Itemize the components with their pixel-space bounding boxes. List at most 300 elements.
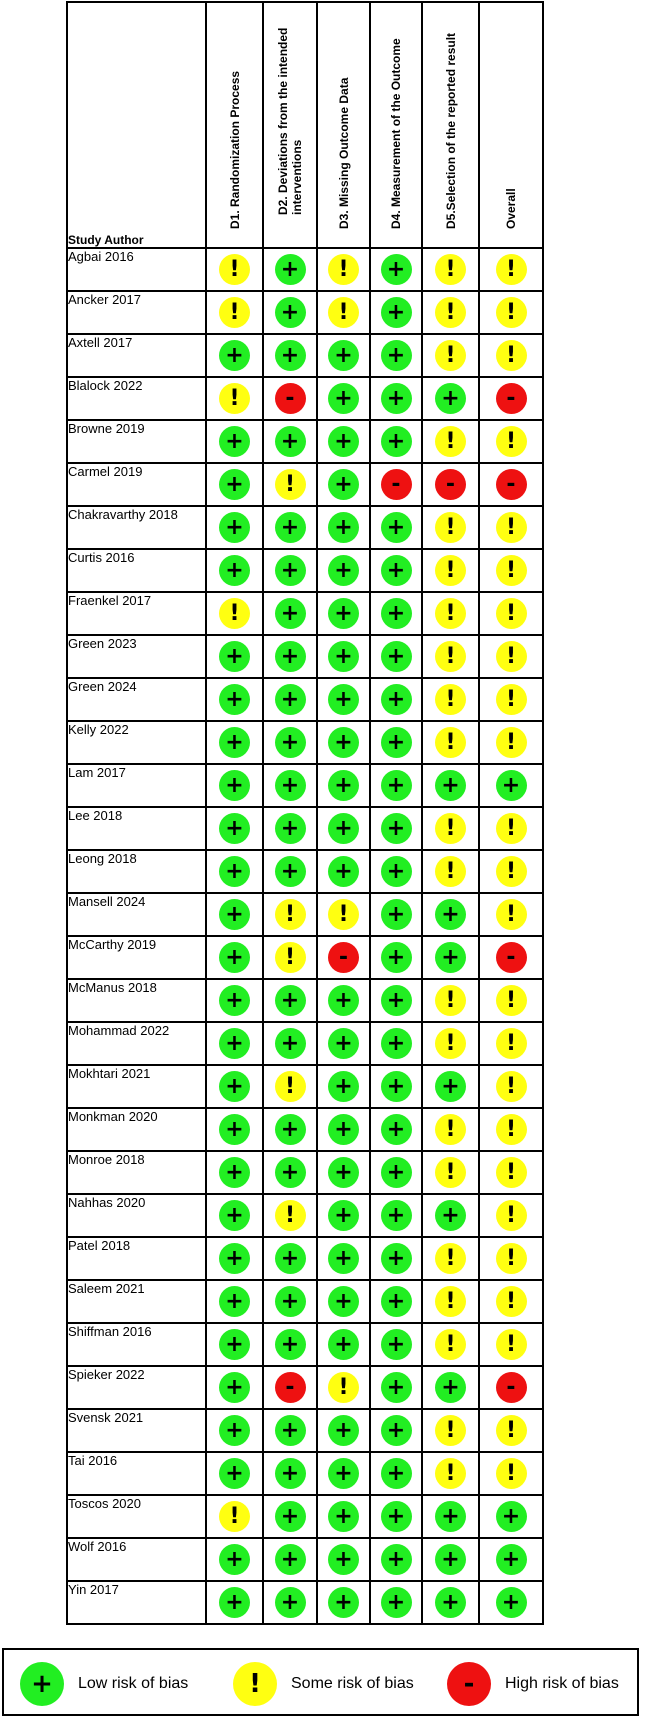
rating-cell xyxy=(263,1495,317,1538)
rating-cell xyxy=(422,1065,479,1108)
domain-header-label: D4. Measurement of the Outcome xyxy=(389,38,403,229)
low-risk-icon: + xyxy=(381,254,412,285)
low-risk-icon: + xyxy=(219,555,250,586)
low-risk-icon: + xyxy=(435,899,466,930)
low-risk-icon: + xyxy=(275,1286,306,1317)
table-row xyxy=(67,1065,543,1108)
table-row xyxy=(67,1409,543,1452)
some-risk-icon: ! xyxy=(496,297,527,328)
rating-cell xyxy=(317,678,370,721)
rating-cell xyxy=(263,1194,317,1237)
rating-cell xyxy=(263,1065,317,1108)
low-risk-icon: + xyxy=(381,727,412,758)
rating-cell xyxy=(422,1495,479,1538)
table-row xyxy=(67,764,543,807)
rating-cell xyxy=(479,678,543,721)
table-row xyxy=(67,334,543,377)
some-risk-icon: ! xyxy=(496,1286,527,1317)
low-risk-icon: + xyxy=(275,426,306,457)
high-risk-icon: - xyxy=(435,469,466,500)
rating-cell xyxy=(206,1323,263,1366)
rating-cell xyxy=(479,334,543,377)
low-risk-icon: + xyxy=(219,469,250,500)
rating-cell xyxy=(206,549,263,592)
rating-cell xyxy=(422,334,479,377)
rating-cell xyxy=(263,1538,317,1581)
rating-cell xyxy=(370,549,422,592)
low-risk-icon: + xyxy=(381,297,412,328)
rating-cell xyxy=(206,1452,263,1495)
some-risk-icon: ! xyxy=(496,598,527,629)
some-risk-icon: ! xyxy=(435,684,466,715)
low-risk-icon: + xyxy=(328,1415,359,1446)
low-risk-icon: + xyxy=(275,555,306,586)
rating-cell xyxy=(206,1065,263,1108)
rating-cell xyxy=(263,1581,317,1624)
rating-cell xyxy=(422,1022,479,1065)
rating-cell xyxy=(206,1108,263,1151)
rating-cell xyxy=(263,721,317,764)
some-risk-icon: ! xyxy=(496,1071,527,1102)
rating-cell xyxy=(370,1022,422,1065)
some-risk-icon: ! xyxy=(275,1200,306,1231)
study-author: Monroe 2018 xyxy=(67,1151,206,1194)
some-risk-icon: ! xyxy=(328,297,359,328)
low-risk-icon: + xyxy=(275,856,306,887)
rating-cell xyxy=(370,1108,422,1151)
low-risk-icon: + xyxy=(328,1587,359,1618)
low-risk-icon: + xyxy=(435,1200,466,1231)
rating-cell xyxy=(263,506,317,549)
some-risk-icon: ! xyxy=(435,1458,466,1489)
table-row xyxy=(67,248,543,291)
rating-cell xyxy=(263,1409,317,1452)
some-risk-icon: ! xyxy=(435,1243,466,1274)
low-risk-icon: + xyxy=(275,684,306,715)
some-risk-icon: ! xyxy=(496,684,527,715)
some-risk-icon: ! xyxy=(496,512,527,543)
rating-cell xyxy=(479,1237,543,1280)
rating-cell xyxy=(317,377,370,420)
low-risk-icon: + xyxy=(328,1200,359,1231)
rating-cell xyxy=(422,936,479,979)
rating-cell xyxy=(317,1280,370,1323)
low-risk-icon: + xyxy=(328,598,359,629)
low-risk-icon: + xyxy=(381,555,412,586)
some-risk-icon: ! xyxy=(496,555,527,586)
low-risk-icon: + xyxy=(435,383,466,414)
some-risk-icon: ! xyxy=(496,1329,527,1360)
study-author: Saleem 2021 xyxy=(67,1280,206,1323)
rating-cell xyxy=(422,721,479,764)
table-row xyxy=(67,377,543,420)
domain-header-d1 xyxy=(206,2,263,248)
table-row xyxy=(67,1022,543,1065)
rating-cell xyxy=(370,1194,422,1237)
some-risk-icon: ! xyxy=(496,899,527,930)
low-risk-icon: + xyxy=(275,297,306,328)
some-risk-icon: ! xyxy=(275,942,306,973)
rating-cell xyxy=(206,248,263,291)
rating-cell xyxy=(206,893,263,936)
table-row xyxy=(67,549,543,592)
low-risk-icon: + xyxy=(275,340,306,371)
some-risk-icon: ! xyxy=(435,727,466,758)
rating-cell xyxy=(370,764,422,807)
table-row xyxy=(67,463,543,506)
table-row xyxy=(67,1280,543,1323)
low-risk-icon: + xyxy=(20,1662,64,1706)
domain-header-label: Overall xyxy=(504,188,518,229)
some-risk-icon: ! xyxy=(435,1286,466,1317)
rating-cell xyxy=(422,1538,479,1581)
rating-cell xyxy=(263,678,317,721)
low-risk-icon: + xyxy=(275,1587,306,1618)
low-risk-icon: + xyxy=(219,899,250,930)
legend-label: High risk of bias xyxy=(505,1675,619,1692)
some-risk-icon: ! xyxy=(435,1415,466,1446)
rating-cell xyxy=(370,1409,422,1452)
low-risk-icon: + xyxy=(381,1286,412,1317)
rating-cell xyxy=(479,377,543,420)
some-risk-icon: ! xyxy=(435,813,466,844)
some-risk-icon: ! xyxy=(275,1071,306,1102)
low-risk-icon: + xyxy=(328,770,359,801)
rating-cell xyxy=(263,291,317,334)
study-author: Agbai 2016 xyxy=(67,248,206,291)
low-risk-icon: + xyxy=(381,641,412,672)
low-risk-icon: + xyxy=(219,813,250,844)
high-risk-icon: - xyxy=(496,469,527,500)
rating-cell xyxy=(206,678,263,721)
rating-cell xyxy=(479,764,543,807)
rating-cell xyxy=(317,979,370,1022)
some-risk-icon: ! xyxy=(275,469,306,500)
domain-header-overall xyxy=(479,2,543,248)
low-risk-icon: + xyxy=(328,555,359,586)
study-author: Curtis 2016 xyxy=(67,549,206,592)
low-risk-icon: + xyxy=(381,1372,412,1403)
low-risk-icon: + xyxy=(219,1157,250,1188)
table-row xyxy=(67,678,543,721)
rating-cell xyxy=(479,807,543,850)
rating-cell xyxy=(317,248,370,291)
rating-cell xyxy=(206,1151,263,1194)
low-risk-icon: + xyxy=(275,813,306,844)
rating-cell xyxy=(370,1237,422,1280)
domain-header-d2 xyxy=(263,2,317,248)
low-risk-icon: + xyxy=(275,1114,306,1145)
low-risk-icon: + xyxy=(328,856,359,887)
some-risk-icon: ! xyxy=(435,512,466,543)
rating-cell xyxy=(370,248,422,291)
rating-cell xyxy=(422,420,479,463)
low-risk-icon: + xyxy=(381,899,412,930)
low-risk-icon: + xyxy=(328,641,359,672)
low-risk-icon: + xyxy=(328,684,359,715)
rating-cell xyxy=(206,291,263,334)
rating-cell xyxy=(263,1323,317,1366)
low-risk-icon: + xyxy=(219,1458,250,1489)
table-row xyxy=(67,1323,543,1366)
some-risk-icon: ! xyxy=(219,297,250,328)
some-risk-icon: ! xyxy=(496,985,527,1016)
low-risk-icon: + xyxy=(328,1243,359,1274)
some-risk-icon: ! xyxy=(496,727,527,758)
table-row xyxy=(67,979,543,1022)
low-risk-icon: + xyxy=(328,512,359,543)
high-risk-icon: - xyxy=(496,383,527,414)
rating-cell xyxy=(317,1581,370,1624)
rating-cell xyxy=(317,721,370,764)
legend-item-low xyxy=(20,1662,188,1706)
rating-cell xyxy=(422,850,479,893)
low-risk-icon: + xyxy=(381,340,412,371)
rating-cell xyxy=(479,506,543,549)
rating-cell xyxy=(317,592,370,635)
domain-header-label: D2. Deviations from the intended interventions xyxy=(276,27,304,215)
low-risk-icon: + xyxy=(381,1028,412,1059)
legend-item-some xyxy=(233,1662,414,1706)
rating-cell xyxy=(370,592,422,635)
rating-cell xyxy=(263,248,317,291)
low-risk-icon: + xyxy=(275,641,306,672)
rating-cell xyxy=(479,1280,543,1323)
rating-cell xyxy=(422,1452,479,1495)
low-risk-icon: + xyxy=(219,1372,250,1403)
study-author: Green 2023 xyxy=(67,635,206,678)
some-risk-icon: ! xyxy=(496,856,527,887)
low-risk-icon: + xyxy=(435,1501,466,1532)
some-risk-icon: ! xyxy=(435,340,466,371)
low-risk-icon: + xyxy=(381,1544,412,1575)
some-risk-icon: ! xyxy=(233,1662,277,1706)
low-risk-icon: + xyxy=(275,1458,306,1489)
rating-cell xyxy=(263,549,317,592)
legend-item-high xyxy=(447,1662,619,1706)
low-risk-icon: + xyxy=(219,1114,250,1145)
table-row xyxy=(67,1538,543,1581)
header-row xyxy=(67,2,543,248)
study-author: Svensk 2021 xyxy=(67,1409,206,1452)
study-author: Wolf 2016 xyxy=(67,1538,206,1581)
low-risk-icon: + xyxy=(219,1329,250,1360)
low-risk-icon: + xyxy=(328,985,359,1016)
rating-cell xyxy=(422,377,479,420)
rating-cell xyxy=(479,1366,543,1409)
some-risk-icon: ! xyxy=(435,254,466,285)
some-risk-icon: ! xyxy=(435,1157,466,1188)
rating-cell xyxy=(263,936,317,979)
rating-cell xyxy=(317,1538,370,1581)
rating-cell xyxy=(317,1237,370,1280)
low-risk-icon: + xyxy=(381,684,412,715)
some-risk-icon: ! xyxy=(496,1458,527,1489)
study-author: Spieker 2022 xyxy=(67,1366,206,1409)
some-risk-icon: ! xyxy=(219,254,250,285)
some-risk-icon: ! xyxy=(496,426,527,457)
low-risk-icon: + xyxy=(435,1587,466,1618)
domain-header-label: D3. Missing Outcome Data xyxy=(336,77,351,229)
legend-label: Low risk of bias xyxy=(78,1675,189,1692)
low-risk-icon: + xyxy=(328,1286,359,1317)
some-risk-icon: ! xyxy=(496,641,527,672)
low-risk-icon: + xyxy=(275,512,306,543)
high-risk-icon: - xyxy=(496,942,527,973)
low-risk-icon: + xyxy=(328,1114,359,1145)
low-risk-icon: + xyxy=(328,1329,359,1360)
rating-cell xyxy=(422,893,479,936)
rating-cell xyxy=(206,635,263,678)
low-risk-icon: + xyxy=(275,254,306,285)
low-risk-icon: + xyxy=(435,770,466,801)
low-risk-icon: + xyxy=(381,856,412,887)
low-risk-icon: + xyxy=(328,1458,359,1489)
rating-cell xyxy=(206,463,263,506)
risk-of-bias-table xyxy=(66,1,544,1625)
rating-cell xyxy=(263,635,317,678)
rating-cell xyxy=(370,1280,422,1323)
low-risk-icon: + xyxy=(435,1071,466,1102)
table-row xyxy=(67,1194,543,1237)
low-risk-icon: + xyxy=(381,770,412,801)
rating-cell xyxy=(422,592,479,635)
rating-cell xyxy=(263,420,317,463)
rating-cell xyxy=(422,1237,479,1280)
rating-cell xyxy=(263,1151,317,1194)
study-author: Green 2024 xyxy=(67,678,206,721)
low-risk-icon: + xyxy=(435,1544,466,1575)
low-risk-icon: + xyxy=(496,1501,527,1532)
low-risk-icon: + xyxy=(219,512,250,543)
table-body xyxy=(67,248,543,1624)
study-author: Fraenkel 2017 xyxy=(67,592,206,635)
rating-cell xyxy=(479,420,543,463)
low-risk-icon: + xyxy=(219,770,250,801)
some-risk-icon: ! xyxy=(219,1501,250,1532)
rating-cell xyxy=(479,291,543,334)
table-row xyxy=(67,1151,543,1194)
rating-cell xyxy=(317,1495,370,1538)
study-author: Blalock 2022 xyxy=(67,377,206,420)
rating-cell xyxy=(317,1151,370,1194)
rating-cell xyxy=(263,463,317,506)
rating-cell xyxy=(422,1108,479,1151)
table-row xyxy=(67,592,543,635)
table-row xyxy=(67,291,543,334)
rating-cell xyxy=(317,463,370,506)
high-risk-icon: - xyxy=(328,942,359,973)
low-risk-icon: + xyxy=(328,340,359,371)
study-author: Patel 2018 xyxy=(67,1237,206,1280)
low-risk-icon: + xyxy=(381,1243,412,1274)
high-risk-icon: - xyxy=(447,1662,491,1706)
rating-cell xyxy=(206,979,263,1022)
rating-cell xyxy=(317,893,370,936)
low-risk-icon: + xyxy=(381,598,412,629)
rating-cell xyxy=(263,377,317,420)
study-author: Yin 2017 xyxy=(67,1581,206,1624)
some-risk-icon: ! xyxy=(496,813,527,844)
low-risk-icon: + xyxy=(275,1243,306,1274)
rating-cell xyxy=(317,549,370,592)
rating-cell xyxy=(263,1108,317,1151)
some-risk-icon: ! xyxy=(435,1329,466,1360)
rating-cell xyxy=(263,807,317,850)
low-risk-icon: + xyxy=(381,1587,412,1618)
rating-cell xyxy=(422,764,479,807)
some-risk-icon: ! xyxy=(496,1114,527,1145)
low-risk-icon: + xyxy=(219,1286,250,1317)
rating-cell xyxy=(263,764,317,807)
low-risk-icon: + xyxy=(275,1415,306,1446)
rating-cell xyxy=(317,506,370,549)
some-risk-icon: ! xyxy=(496,340,527,371)
rating-cell xyxy=(317,1323,370,1366)
rating-cell xyxy=(479,248,543,291)
low-risk-icon: + xyxy=(328,1028,359,1059)
low-risk-icon: + xyxy=(219,1415,250,1446)
rating-cell xyxy=(317,807,370,850)
high-risk-icon: - xyxy=(275,1372,306,1403)
some-risk-icon: ! xyxy=(435,641,466,672)
rating-cell xyxy=(370,1151,422,1194)
rating-cell xyxy=(370,1538,422,1581)
rating-cell xyxy=(317,291,370,334)
some-risk-icon: ! xyxy=(435,856,466,887)
some-risk-icon: ! xyxy=(435,598,466,629)
low-risk-icon: + xyxy=(381,1157,412,1188)
rating-cell xyxy=(370,1065,422,1108)
low-risk-icon: + xyxy=(219,1200,250,1231)
rating-cell xyxy=(422,1323,479,1366)
rating-cell xyxy=(206,721,263,764)
rating-cell xyxy=(206,420,263,463)
some-risk-icon: ! xyxy=(328,1372,359,1403)
some-risk-icon: ! xyxy=(435,985,466,1016)
study-author: Tai 2016 xyxy=(67,1452,206,1495)
rating-cell xyxy=(479,549,543,592)
table-row xyxy=(67,1452,543,1495)
table-row xyxy=(67,893,543,936)
low-risk-icon: + xyxy=(328,426,359,457)
rating-cell xyxy=(206,850,263,893)
low-risk-icon: + xyxy=(381,1071,412,1102)
some-risk-icon: ! xyxy=(496,1200,527,1231)
table-row xyxy=(67,1495,543,1538)
rating-cell xyxy=(422,1151,479,1194)
rating-cell xyxy=(479,1409,543,1452)
rating-cell xyxy=(370,936,422,979)
rating-cell xyxy=(422,1194,479,1237)
rating-cell xyxy=(206,1495,263,1538)
rating-cell xyxy=(370,463,422,506)
low-risk-icon: + xyxy=(275,1329,306,1360)
rating-cell xyxy=(263,1366,317,1409)
low-risk-icon: + xyxy=(328,727,359,758)
rating-cell xyxy=(317,1194,370,1237)
rating-cell xyxy=(370,1452,422,1495)
low-risk-icon: + xyxy=(275,598,306,629)
rating-cell xyxy=(370,1323,422,1366)
table-row xyxy=(67,1108,543,1151)
study-author-header: Study Author xyxy=(67,2,206,248)
rating-cell xyxy=(479,1151,543,1194)
rating-cell xyxy=(317,635,370,678)
some-risk-icon: ! xyxy=(435,297,466,328)
rating-cell xyxy=(263,893,317,936)
study-author: Shiffman 2016 xyxy=(67,1323,206,1366)
